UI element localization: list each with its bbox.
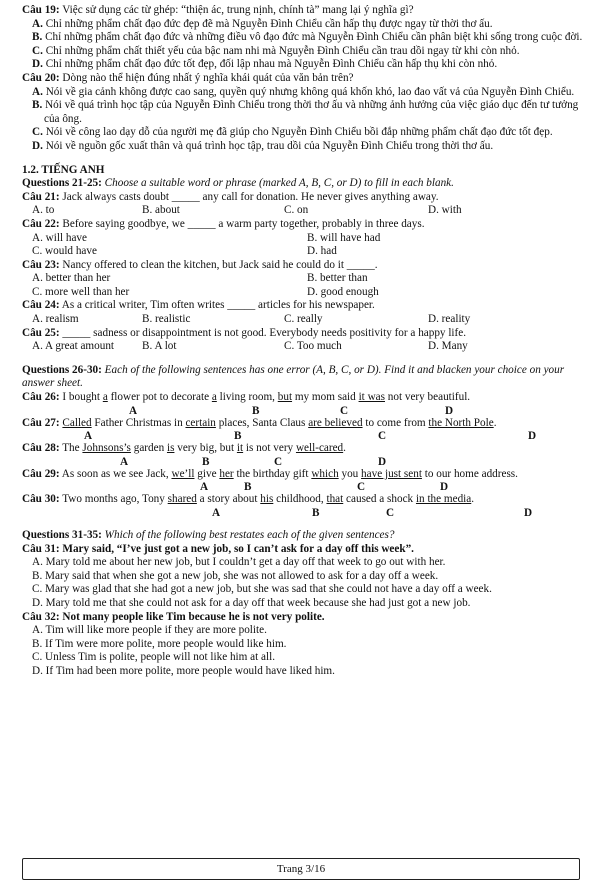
question-29: Câu 29: As soon as we see Jack, we’ll give her the birthday gift which you have just sent to our home address. A B C D	[22, 467, 518, 494]
option-key: A.	[32, 17, 43, 30]
error-part-d[interactable]: well-cared	[295, 442, 344, 455]
error-part-c[interactable]: which	[311, 467, 339, 480]
error-part-b[interactable]: is	[166, 442, 175, 455]
question-20	[22, 72, 584, 154]
question-32: Câu 32: Not many people like Tim because he is not very polite. A. Tim will like more people if they are more polite. B. If Tim were more polite, more people would like him. C. Unless Tim is polite, people will not like him at all. D. If Tim had been more polite, more people would have liked him.	[22, 611, 584, 679]
error-part-d[interactable]: in the media	[415, 493, 472, 506]
option-text: Chỉ những phẩm chất đạo đức tốt đẹp, đối lập nhau mà Nguyễn Đình Chiểu cần hấp thụ khi còn nhỏ.	[45, 58, 498, 71]
question-26: Câu 26: I bought a flower pot to decorate a living room, but my mom said it was not very beautiful. A B C D	[22, 391, 471, 417]
question-30: Câu 30: Two months ago, Tony shared a story about his childhood, that caused a shock in the media. A B C D	[22, 493, 533, 519]
option[interactable]: C. Mary was glad that she had got a new job, but she was sad that she could not have a day off a week.	[32, 583, 492, 596]
error-part-b[interactable]: certain	[185, 416, 216, 429]
error-part-a[interactable]: we’ll	[171, 467, 195, 480]
option[interactable]: A. to	[32, 204, 55, 217]
error-part-a[interactable]: Called	[62, 416, 92, 429]
option[interactable]: A. Mary told me about her new job, but I couldn’t get a day off that week to go out with her.	[32, 556, 446, 569]
option[interactable]: C. more well than her	[32, 285, 130, 298]
option[interactable]: A. A great amount	[32, 340, 115, 353]
question-28: Câu 28: The Johnsons’s garden is very big, but it is not very well-cared. A B C D	[22, 442, 387, 468]
question-31: Câu 31: Mary said, “I’ve just got a new job, so I can’t ask for a day off this week”. A. Mary told me about her new job, but I couldn’t get a day off that week to go out with her. B. Mary said that when she got a new job, she was not allowed to ask for a day off a week. C. Mary was glad that she had got a new job, but she was sad that she could not have a day off a week. D. Mary told me that she could not ask for a day off that week because she had just got a new job.	[22, 543, 584, 611]
error-part-d[interactable]: the North Pole	[428, 416, 494, 429]
question-21: Câu 21: Jack always casts doubt _____ any call for donation. He never gives anything away. A. to B. about C. on D. with	[22, 191, 584, 218]
option-key: D.	[32, 139, 43, 152]
option[interactable]: D. Many	[428, 340, 468, 353]
question-23: Câu 23: Nancy offered to clean the kitchen, but Jack said he could do it _____. A. better than her B. better than C. more well than her D. good enough	[22, 258, 379, 298]
exam-page	[22, 4, 584, 679]
error-part-c[interactable]: but	[277, 391, 293, 404]
option[interactable]: C. Too much	[284, 340, 342, 353]
option[interactable]: C. on	[284, 204, 309, 217]
error-part-c[interactable]: it	[236, 442, 244, 455]
option[interactable]: D. had	[307, 245, 337, 258]
question-24: Câu 24: As a critical writer, Tim often writes _____ articles for his newspaper. A. realism B. realistic C. really D. reality	[22, 299, 584, 326]
error-part-d[interactable]: it was	[358, 391, 385, 404]
option[interactable]: C. would have	[32, 245, 97, 258]
option-key: B.	[32, 31, 43, 44]
option-text: Nói về gia cảnh không được cao sang, quyền quý nhưng không quá khốn khó, lao đao vất vả của Nguyễn Đình Chiểu.	[45, 85, 575, 98]
section-heading: 1.2. TIẾNG ANH	[22, 163, 105, 176]
option-key: D.	[32, 58, 43, 71]
error-part-c[interactable]: are believed	[308, 416, 363, 429]
error-part-b[interactable]: her	[219, 467, 234, 480]
question-stem: Việc sử dụng các từ ghép: “thiện ác, trung nịnh, chính tà” mang lại ý nghĩa gì?	[62, 4, 414, 16]
option[interactable]: D. If Tim had been more polite, more people would have liked him.	[32, 664, 335, 677]
option[interactable]: B. Mary said that when she got a new job, she was not allowed to ask for a day off a week.	[32, 569, 439, 582]
error-part-a[interactable]: a	[102, 391, 108, 404]
error-part-d[interactable]: have just sent	[361, 467, 422, 480]
option[interactable]: B. about	[142, 204, 180, 217]
option[interactable]: A. realism	[32, 313, 79, 326]
option[interactable]: C. Unless Tim is polite, people will not like him at all.	[32, 651, 276, 664]
option-text: Nói về công lao dạy dỗ của người mẹ đã giúp cho Nguyễn Đình Chiểu bồi đắp những phẩm chất đạo đức tốt đẹp.	[45, 126, 553, 139]
option-text: Nói về nguồn gốc xuất thân và quá trình học tập, trau dồi của Nguyễn Đình Chiểu trong thời thơ ấu.	[45, 139, 494, 152]
question-label: Câu 20:	[22, 71, 60, 84]
question-22: Câu 22: Before saying goodbye, we _____ a warm party together, probably in three days. A. will have B. will have had C. would have D. had	[22, 217, 425, 258]
option[interactable]: D. reality	[428, 313, 471, 326]
option[interactable]: D. good enough	[307, 285, 379, 298]
option[interactable]: C. really	[284, 313, 323, 326]
option[interactable]: A. will have	[32, 231, 87, 244]
error-part-b[interactable]: his	[260, 493, 274, 506]
option-key: A.	[32, 85, 43, 98]
question-stem: Dòng nào thể hiện đúng nhất ý nghĩa khái quát của văn bản trên?	[62, 71, 354, 84]
instructions-21-25: Questions 21-25: Choose a suitable word or phrase (marked A, B, C, or D) to fill in each blank.	[22, 177, 454, 190]
question-25: Câu 25: _____ sadness or disappointment is not good. Everybody needs positivity for a happy life. A. A great amount B. A lot C. Too much D. Many	[22, 327, 584, 354]
option-text: Nói về quá trình học tập của Nguyễn Đình Chiểu trong thời thơ ấu và những ảnh hưởng của việc giáo dục đến tư tưởng của ông.	[44, 99, 579, 125]
option[interactable]: B. better than	[307, 272, 368, 285]
question-19	[22, 4, 584, 72]
option[interactable]: B. realistic	[142, 313, 191, 326]
error-part-b[interactable]: a	[211, 391, 217, 404]
error-part-a[interactable]: shared	[167, 493, 197, 506]
error-part-c[interactable]: that	[326, 493, 344, 506]
option-text: Chỉ những phẩm chất thiết yếu của bậc nam nhi mà Nguyễn Đình Chiểu cần trau dồi ngay từ khi còn nhỏ.	[45, 44, 520, 57]
page-number: Trang 3/16	[22, 858, 580, 880]
option[interactable]: B. A lot	[142, 340, 177, 353]
option[interactable]: D. with	[428, 204, 462, 217]
option-key: C.	[32, 126, 43, 139]
option-key: B.	[32, 99, 43, 112]
instructions-31-35: Questions 31-35: Which of the following best restates each of the given sentences?	[22, 529, 395, 541]
option-text: Chỉ những phẩm chất đạo đức và những điều vô đạo đức mà Nguyễn Đình Chiểu cần phân biệt khi sống trong cuộc đời.	[45, 31, 583, 44]
question-label: Câu 19:	[22, 4, 60, 16]
instructions-26-30: Questions 26-30: Each of the following sentences has one error (A, B, C, or D). Find it and blacken your choice on your answer sheet.	[22, 363, 565, 390]
question-27: Câu 27: Called Father Christmas in certain places, Santa Claus are believed to come from the North Pole. A B C D	[22, 416, 537, 443]
option-key: C.	[32, 44, 43, 57]
option[interactable]: A. better than her	[32, 272, 111, 285]
error-part-a[interactable]: Johnsons’s	[82, 442, 131, 455]
option-text: Chỉ những phẩm chất đạo đức đẹp đẽ mà Nguyễn Đình Chiểu cần hấp thụ được ngay từ thời thơ ấu.	[45, 17, 493, 30]
option[interactable]: A. Tim will like more people if they are more polite.	[32, 624, 267, 637]
option[interactable]: D. Mary told me that she could not ask for a day off that week because she had just got a new job.	[32, 596, 471, 609]
option[interactable]: B. will have had	[307, 231, 381, 244]
option[interactable]: B. If Tim were more polite, more people would like him.	[32, 637, 287, 650]
